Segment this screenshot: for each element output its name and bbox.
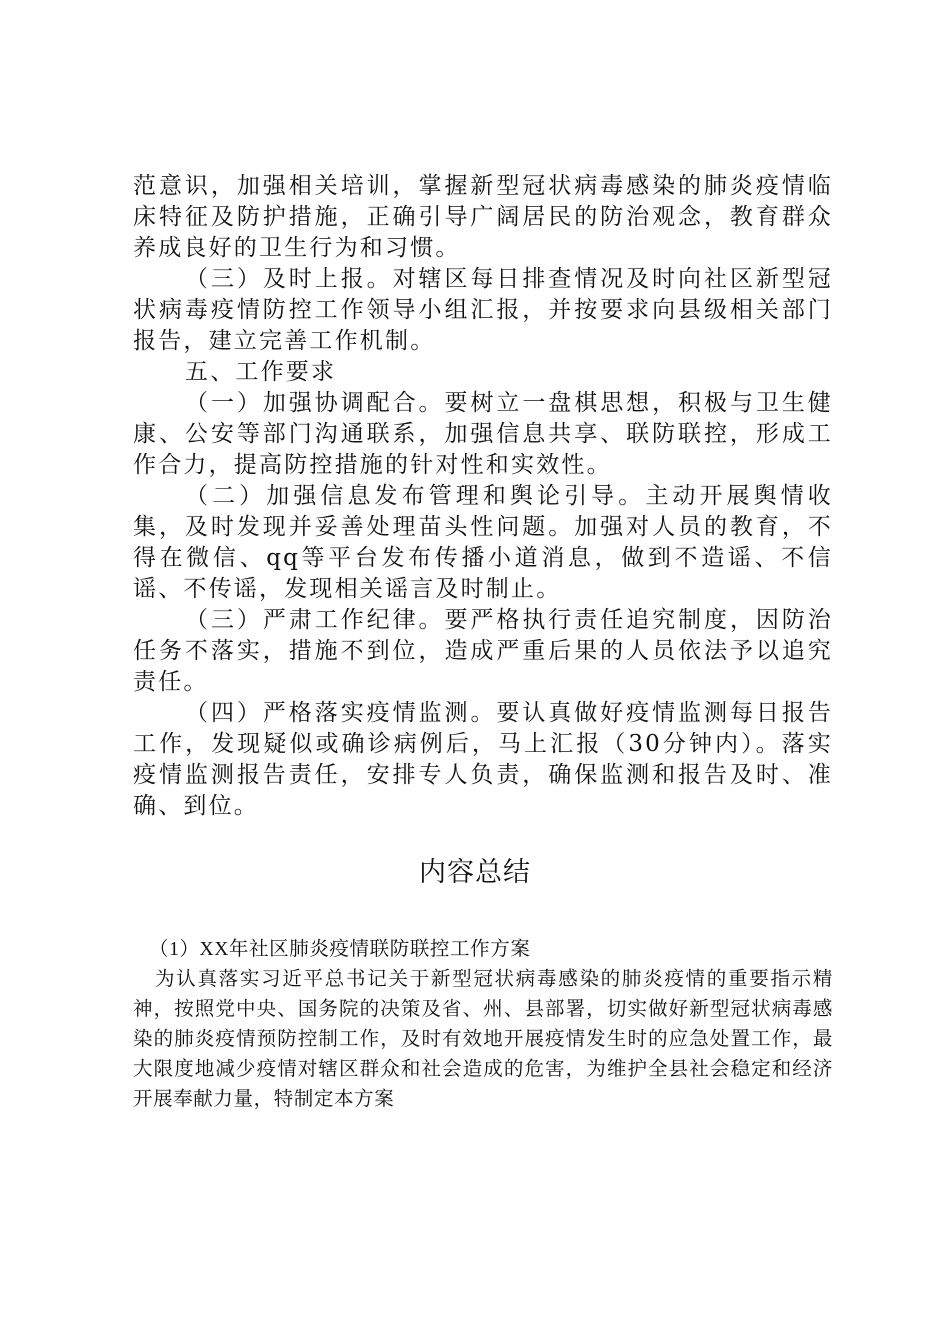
paragraph-coordination: （一）加强协调配合。要树立一盘棋思想，积极与卫生健康、公安等部门沟通联系，加强信息共享、联防联控，形成工作合力，提高防控措施的针对性和实效性。 (133, 390, 833, 478)
summary-item-text: 为认真落实习近平总书记关于新型冠状病毒感染的肺炎疫情的重要指示精神，按照党中央、国务院的决策及省、州、县部署，切实做好新型冠状病毒感染的肺炎疫情预防控制工作，及时有效地开展疫情发生时的应急处置工作，最大限度地减少疫情对辖区群众和社会造成的危害，为维护全县社会稳定和经济开展奉献力量，特制定本方案 (133, 969, 833, 1110)
paragraph-work-discipline: （三）严肃工作纪律。要严格执行责任追究制度，因防治任务不落实，措施不到位，造成严重后果的人员依法予以追究责任。 (133, 607, 833, 695)
document-body (133, 171, 833, 822)
paragraph-information-release: （二）加强信息发布管理和舆论引导。主动开展舆情收集，及时发现并妥善处理苗头性问题。加强对人员的教育，不得在微信、qq等平台发布传播小道消息，做到不造谣、不信谣、不传谣，发现相关谣言及时制止。 (133, 483, 833, 602)
paragraph-prevention-awareness: 范意识，加强相关培训，掌握新型冠状病毒感染的肺炎疫情临床特征及防护措施，正确引导广阔居民的防治观念，教育群众养成良好的卫生行为和习惯。 (133, 173, 833, 261)
section-heading-work-requirements: 五、工作要求 (185, 359, 337, 385)
paragraph-epidemic-monitoring: （四）严格落实疫情监测。要认真做好疫情监测每日报告工作，发现疑似或确诊病例后，马上汇报（30分钟内）。落实疫情监测报告责任，安排专人负责，确保监测和报告及时、准确、到位。 (133, 700, 833, 819)
summary-item-title: （1）XX年社区肺炎疫情联防联控工作方案 (149, 939, 531, 960)
summary-title: 内容总结 (419, 857, 531, 888)
paragraph-timely-reporting: （三）及时上报。对辖区每日排查情况及时向社区新型冠状病毒疫情防控工作领导小组汇报，并按要求向县级相关部门报告，建立完善工作机制。 (133, 266, 833, 354)
summary-section (133, 935, 833, 1115)
